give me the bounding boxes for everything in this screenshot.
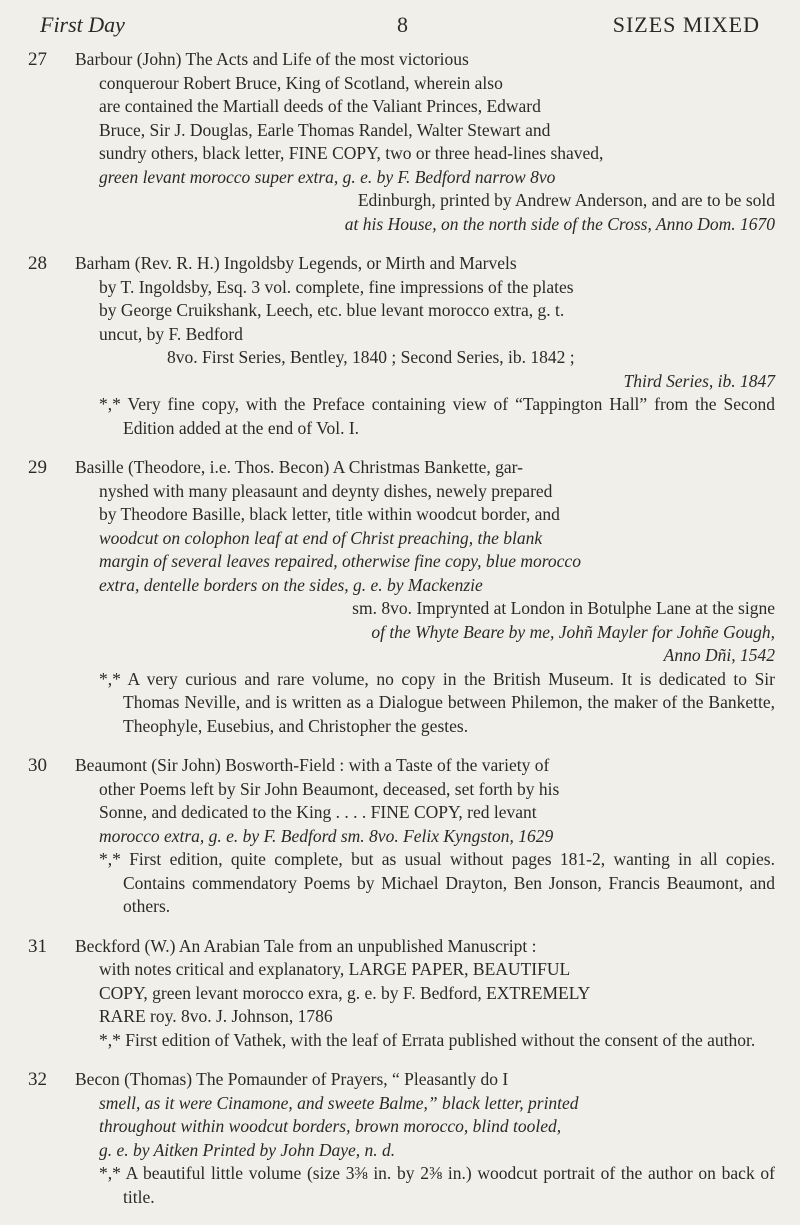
lot-line: sundry others, black letter, FINE COPY, two or three head-lines shaved, <box>99 143 604 163</box>
lot-line: margin of several leaves repaired, otherwise fine copy, blue morocco <box>99 551 581 571</box>
lot-entry <box>0 754 800 919</box>
lot-line: extra, dentelle borders on the sides, g. e. by Mackenzie <box>99 574 483 595</box>
running-header <box>40 10 760 40</box>
lot-imprint: at his House, on the north side of the Cross, Anno Dom. 1670 <box>344 213 775 234</box>
lot-imprint: 8vo. First Series, Bentley, 1840 ; Second Series, ib. 1842 ; <box>167 347 575 367</box>
lot-number: 29 <box>28 457 47 478</box>
lot-line: smell, as it were Cinamone, and sweete Balme,” black letter, printed <box>99 1092 579 1113</box>
lot-number: 30 <box>28 755 47 776</box>
header-title: First Day <box>40 12 125 37</box>
lot-note: *,* First edition of Vathek, with the leaf of Errata published without the consent of the author. <box>99 1029 756 1050</box>
lot-entry <box>0 1068 800 1209</box>
lot-note: *,* A beautiful little volume (size 3⅜ in. by 2⅜ in.) woodcut portrait of the author on back of title. <box>99 1163 775 1207</box>
lot-line: morocco extra, g. e. by F. Bedford sm. 8vo. Felix Kyngston, 1629 <box>99 825 554 846</box>
lot-imprint: sm. 8vo. Imprynted at London in Botulphe Lane at the signe <box>352 598 775 618</box>
lot-imprint: Edinburgh, printed by Andrew Anderson, and are to be sold <box>357 190 775 210</box>
lot-line: g. e. by Aitken Printed by John Daye, n. d. <box>99 1139 396 1160</box>
lot-list <box>0 48 800 1225</box>
lot-line: by T. Ingoldsby, Esq. 3 vol. complete, fine impressions of the plates <box>99 276 574 297</box>
lot-line: Beaumont (Sir John) Bosworth-Field : with a Taste of the variety of <box>75 755 550 775</box>
lot-line: Bruce, Sir J. Douglas, Earle Thomas Randel, Walter Stewart and <box>99 119 551 140</box>
lot-number: 28 <box>28 253 47 274</box>
lot-entry <box>0 48 800 236</box>
lot-line: are contained the Martiall deeds of the Valiant Princes, Edward <box>99 96 541 116</box>
lot-line: Beckford (W.) An Arabian Tale from an unpublished Manuscript : <box>75 935 537 956</box>
lot-imprint: of the Whyte Beare by me, Johñ Mayler for Johñe Gough, <box>371 621 775 642</box>
lot-description <box>75 456 775 738</box>
lot-line: Barham (Rev. R. H.) Ingoldsby Legends, or Mirth and Marvels <box>75 253 517 273</box>
lot-line: COPY, green levant morocco exra, g. e. by F. Bedford, EXTREMELY <box>99 982 591 1003</box>
lot-imprint: Anno Dñi, 1542 <box>663 645 775 665</box>
header-section: SIZES MIXED <box>612 12 760 37</box>
lot-description <box>75 1068 775 1209</box>
lot-line: by George Cruikshank, Leech, etc. blue levant morocco extra, g. t. <box>99 300 565 320</box>
lot-note: *,* First edition, quite complete, but as usual without pages 181-2, wanting in all copies. Contains commendatory Poems by Michael Drayton, Ben Jonson, Francis Beaumont, and others. <box>99 849 775 916</box>
lot-note: *,* A very curious and rare volume, no copy in the British Museum. It is dedicated to Sir Thomas Neville, and is written as a Dialogue between Philemon, the maker of the Bankette, Theophyle, Eusebius, and Christopher the gestes. <box>99 668 775 736</box>
lot-line: with notes critical and explanatory, LARGE PAPER, BEAUTIFUL <box>99 959 571 979</box>
lot-description <box>75 935 775 1053</box>
lot-line: nyshed with many pleasaunt and deynty dishes, newely prepared <box>99 480 553 501</box>
lot-line: woodcut on colophon leaf at end of Christ preaching, the blank <box>99 527 543 548</box>
page-number: 8 <box>397 12 408 37</box>
lot-line: other Poems left by Sir John Beaumont, deceased, set forth by his <box>99 778 560 799</box>
lot-line: uncut, by F. Bedford <box>99 323 243 344</box>
lot-line: throughout within woodcut borders, brown morocco, blind tooled, <box>99 1116 562 1136</box>
lot-line: Barbour (John) The Acts and Life of the most victorious <box>75 49 469 69</box>
lot-description <box>75 48 775 236</box>
lot-line: green levant morocco super extra, g. e. by F. Bedford narrow 8vo <box>99 166 556 187</box>
lot-line: Becon (Thomas) The Pomaunder of Prayers, “ Pleasantly do I <box>75 1069 509 1089</box>
lot-description <box>75 252 775 440</box>
lot-line: by Theodore Basille, black letter, title within woodcut border, and <box>99 504 560 524</box>
lot-line: Sonne, and dedicated to the King . . . . FINE COPY, red levant <box>99 802 537 822</box>
lot-entry <box>0 252 800 440</box>
lot-number: 31 <box>28 935 47 957</box>
lot-number: 32 <box>28 1069 47 1090</box>
lot-line: conquerour Robert Bruce, King of Scotland, wherein also <box>99 72 503 93</box>
lot-description <box>75 754 775 919</box>
lot-entry <box>0 935 800 1053</box>
lot-note: *,* Very fine copy, with the Preface containing view of “Tappington Hall” from the Second Edition added at the end of Vol. I. <box>99 394 775 438</box>
lot-line: Basille (Theodore, i.e. Thos. Becon) A Christmas Bankette, gar- <box>75 457 523 477</box>
lot-number: 27 <box>28 49 47 70</box>
lot-entry <box>0 456 800 738</box>
lot-line: RARE roy. 8vo. J. Johnson, 1786 <box>99 1006 333 1026</box>
lot-imprint: Third Series, ib. 1847 <box>623 370 775 391</box>
